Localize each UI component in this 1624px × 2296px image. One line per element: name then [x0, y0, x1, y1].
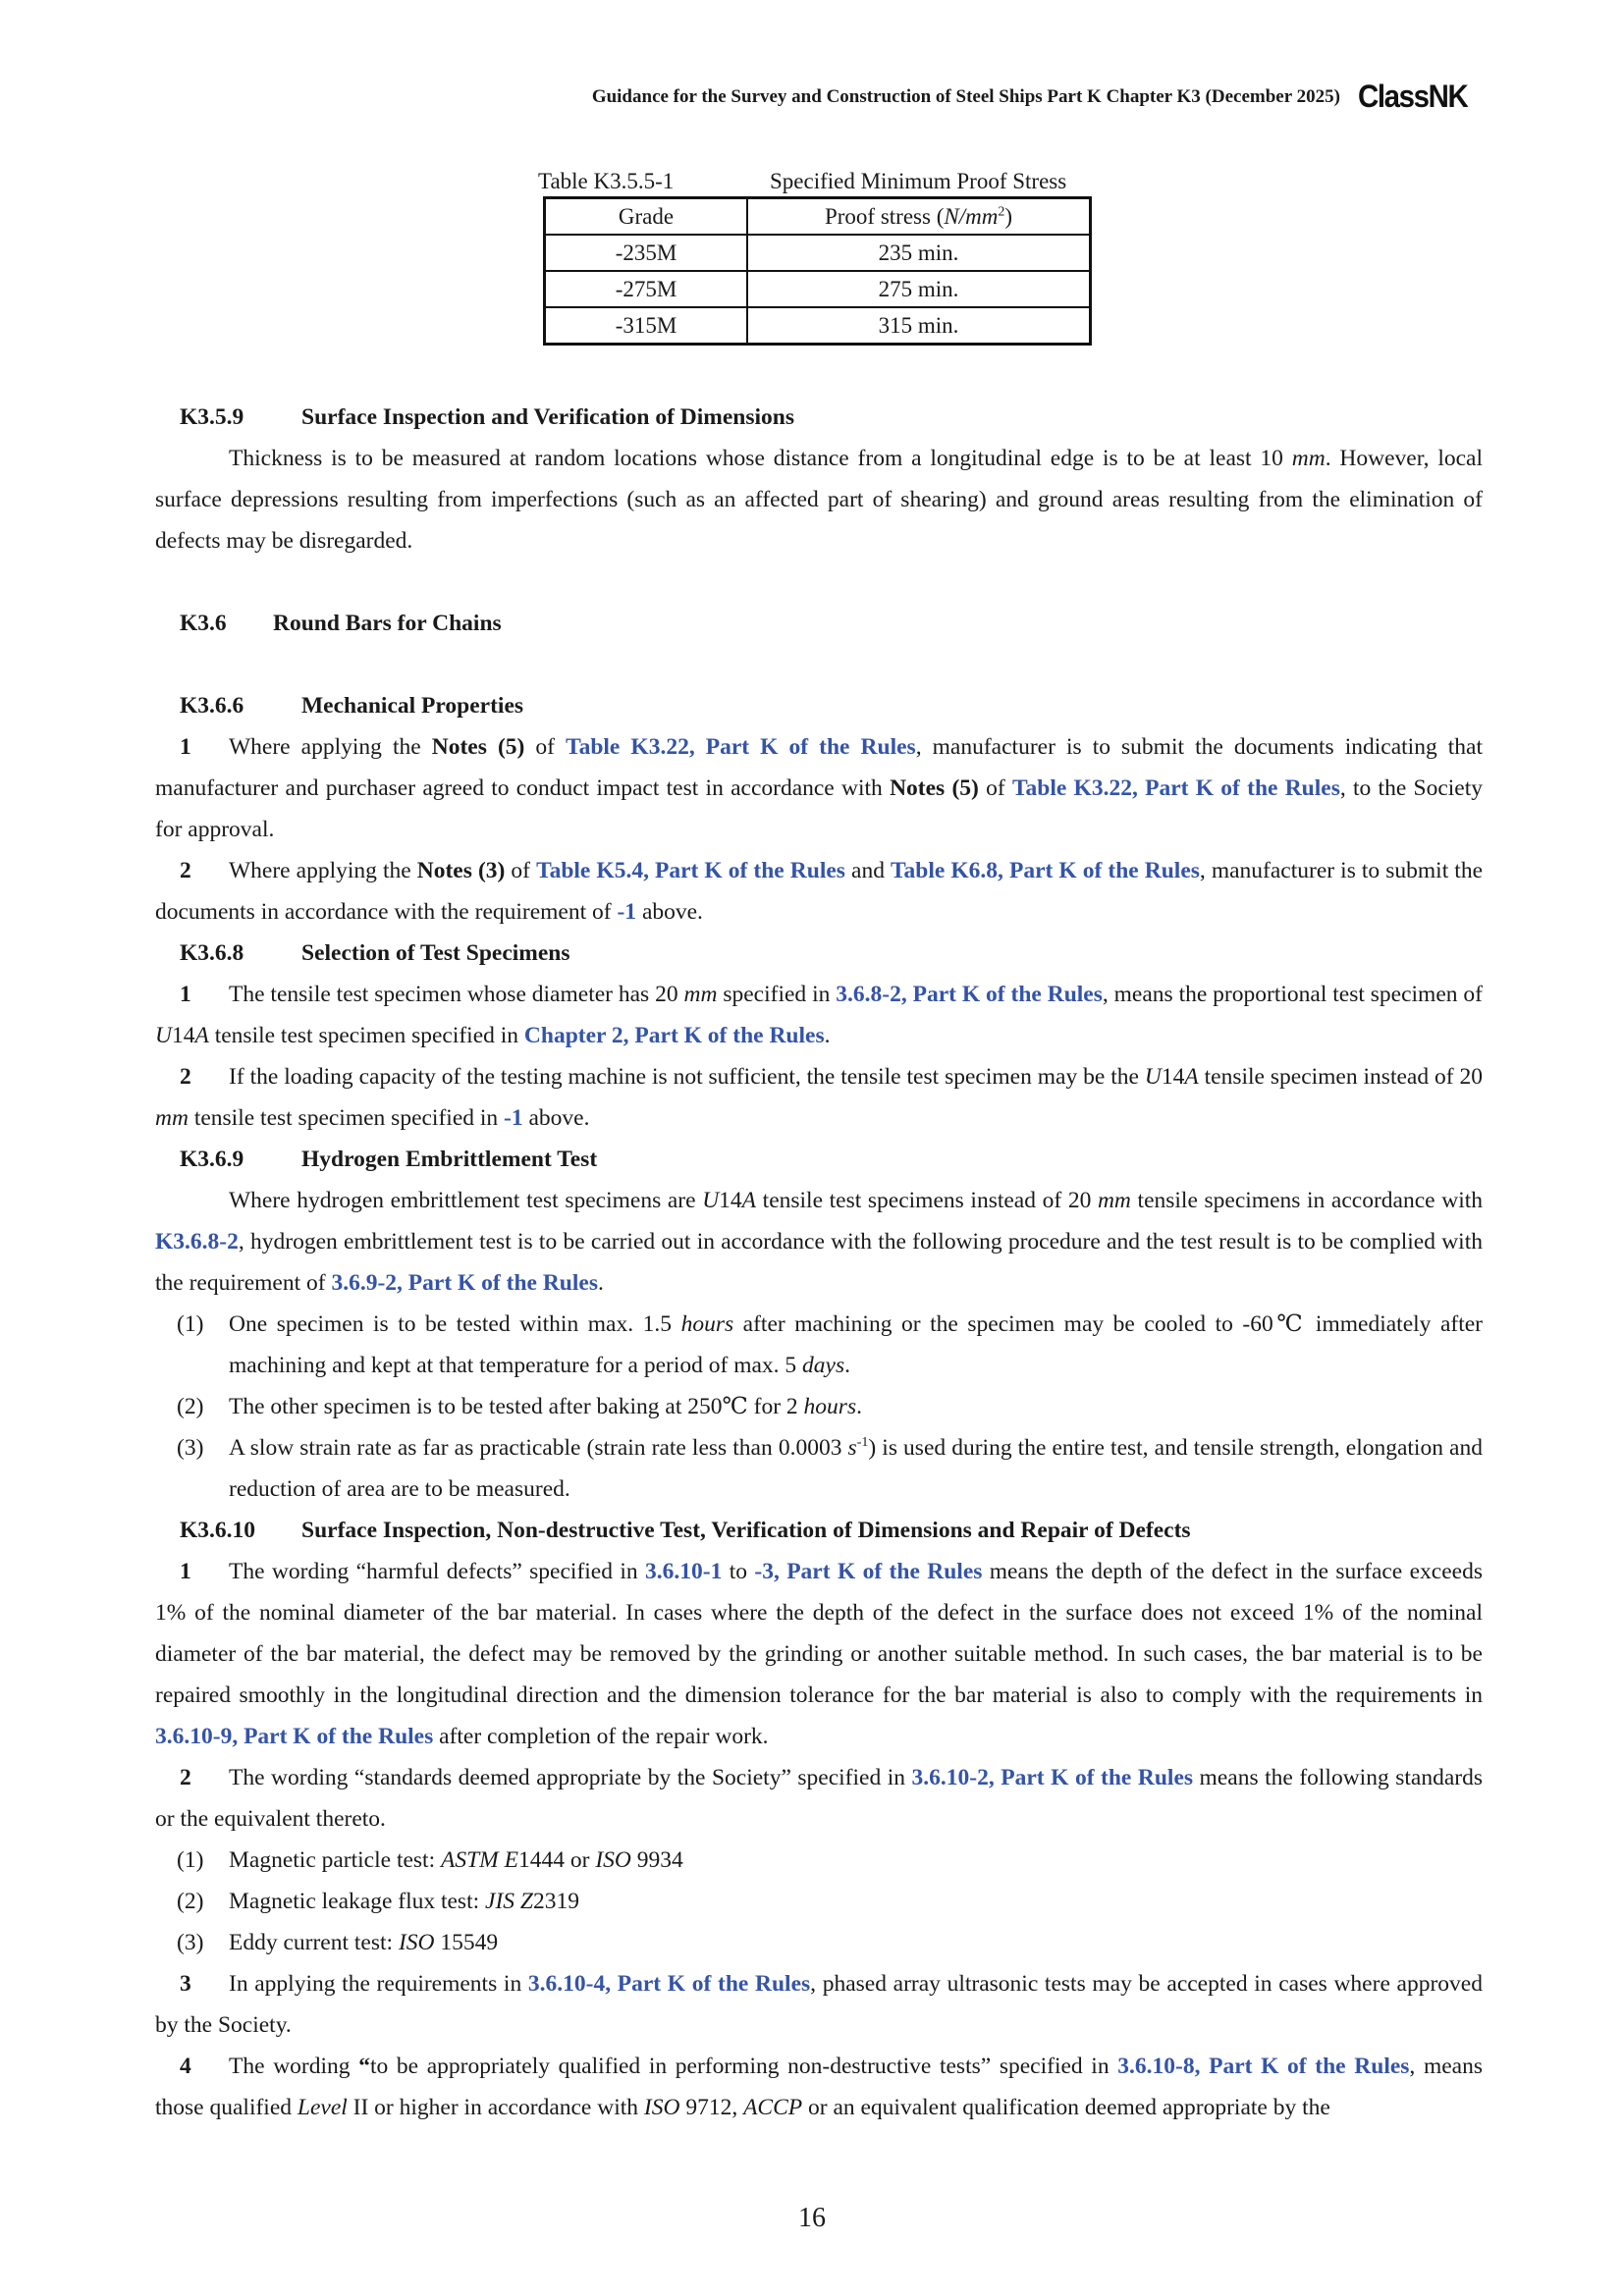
link-3-6-10-1[interactable]: 3.6.10-1	[645, 1559, 723, 1584]
header-proof-stress: Proof stress $(N/mm^2)$	[747, 198, 1091, 236]
link-k3-6-8-2[interactable]: K3.6.8-2	[155, 1229, 239, 1255]
heading-k359: K3.5.9 Surface Inspection and Verification of Dimensions	[180, 404, 795, 430]
list-item: (3) A slow strain rate as far as practicable (strain rate less than 0.0003 $s^{-1}$) is used during the entire test, and tensile strength, elongation and reduction of area are to be measured.	[177, 1435, 1483, 1502]
paragraph-k359: Thickness is to be measured at random locations whose distance from a longitudinal edge is to be at least 10 mm. However, local surface depressions resulting from imperfections (such as an affected part of shearing) and ground areas resulting from the elimination of defects may be disregarded.	[155, 446, 1484, 554]
link-3-6-10-8[interactable]: 3.6.10-8, Part K of the Rules	[1117, 2054, 1410, 2079]
link-minus-3[interactable]: -3, Part K of the Rules	[754, 1559, 983, 1584]
paragraph-k369: Where hydrogen embrittlement test specimens are U14A tensile test specimens instead of 20 mm tensile specimens in accordance with K3.6.8-2, hydrogen embrittlement test is to be carried out in accordance with the following procedure and the test result is to be complied with the requirement of 3.6.9-2, Part K of the Rules.	[155, 1188, 1484, 1296]
list-item: (3) Eddy current test: ISO 15549	[177, 1930, 499, 1955]
link-table-k322[interactable]: Table K3.22, Part K of the Rules	[566, 734, 916, 760]
page-header	[592, 79, 1477, 115]
link-3-6-10-9[interactable]: 3.6.10-9, Part K of the Rules	[155, 1724, 434, 1749]
link-3-6-10-4[interactable]: 3.6.10-4, Part K of the Rules	[527, 1971, 811, 1997]
link-3-6-10-2[interactable]: 3.6.10-2, Part K of the Rules	[911, 1765, 1194, 1790]
value-cell: 235 min.	[747, 235, 1091, 271]
header-title: Guidance for the Survey and Construction of Steel Ships Part K Chapter K3 (December 2025)	[591, 85, 1340, 107]
list-item: (2) Magnetic leakage flux test: JIS Z2319	[177, 1889, 579, 1914]
link-table-k54[interactable]: Table K5.4, Part K of the Rules	[536, 858, 845, 883]
grade-cell: -235M	[545, 235, 748, 271]
link-3-6-9-2[interactable]: 3.6.9-2, Part K of the Rules	[331, 1270, 598, 1296]
grade-cell: -315M	[545, 307, 748, 345]
heading-k36: K3.6 Round Bars for Chains	[180, 611, 502, 636]
heading-k3610: K3.6.10 Surface Inspection, Non-destructive Test, Verification of Dimensions and Repair of Defects	[180, 1518, 1191, 1543]
header-grade: Grade	[545, 198, 748, 236]
value-cell: 315 min.	[747, 307, 1091, 345]
table-row	[545, 271, 1091, 307]
link-table-k68[interactable]: Table K6.8, Part K of the Rules	[891, 858, 1200, 883]
link-table-k322[interactable]: Table K3.22, Part K of the Rules	[1011, 775, 1340, 801]
paragraph-k3610-2: 2 The wording “standards deemed appropriate by the Society” specified in 3.6.10-2, Part K of the Rules means the following standards or the equivalent thereto.	[155, 1765, 1483, 1832]
paragraph-k366-1: 1 Where applying the Notes (5) of Table K3.22, Part K of the Rules, manufacturer is to submit the documents indicating that manufacturer and purchaser agreed to conduct impact test in accordance with Notes (5) of Table K3.22, Part K of the Rules, to the Society for approval.	[155, 734, 1484, 842]
table-number: Table K3.5.5-1	[538, 169, 675, 193]
grade-cell: -275M	[545, 271, 748, 307]
table-caption	[538, 169, 1098, 194]
paragraph-k368-1: 1 The tensile test specimen whose diameter has 20 mm specified in 3.6.8-2, Part K of the Rules, means the proportional test specimen of U14A tensile test specimen specified in Chapter 2, Part K of the Rules.	[155, 982, 1483, 1048]
list-item: (1) One specimen is to be tested within max. 1.5 hours after machining or the specimen may be cooled to -60℃ immediately after machining and kept at that temperature for a period of max. 5 days.	[177, 1311, 1483, 1378]
list-item: (2) The other specimen is to be tested after baking at 250℃ for 2 hours.	[177, 1394, 862, 1419]
link-3-6-8-2[interactable]: 3.6.8-2, Part K of the Rules	[836, 982, 1103, 1007]
heading-k368: K3.6.8 Selection of Test Specimens	[180, 940, 570, 966]
paragraph-k366-2: 2 Where applying the Notes (3) of Table K5.4, Part K of the Rules and Table K6.8, Part K of the Rules, manufacturer is to submit the documents in accordance with the requirement of -1 above.	[155, 858, 1483, 925]
paragraph-k368-2: 2 If the loading capacity of the testing machine is not sufficient, the tensile test specimen may be the U14A tensile specimen instead of 20 mm tensile test specimen specified in -1 above.	[155, 1064, 1483, 1131]
page-number: 16	[798, 2203, 826, 2233]
link-minus-1[interactable]: -1	[617, 899, 637, 925]
link-chapter-2[interactable]: Chapter 2, Part K of the Rules	[523, 1023, 825, 1048]
heading-k369: K3.6.9 Hydrogen Embrittlement Test	[180, 1147, 598, 1172]
classnk-logo: ClassNK	[1357, 79, 1468, 114]
link-minus-1[interactable]: -1	[504, 1105, 523, 1131]
proof-stress-table	[543, 196, 1092, 346]
table-title: Specified Minimum Proof Stress	[770, 169, 1067, 193]
paragraph-k3610-4: 4 The wording “to be appropriately qualified in performing non-destructive tests” specified in 3.6.10-8, Part K of the Rules, means those qualified Level II or higher in accordance with ISO 9712, ACCP or an equivalent qualification deemed appropriate by the	[155, 2054, 1483, 2120]
document-body	[155, 397, 1483, 2128]
table-row	[545, 235, 1091, 271]
table-header-row	[545, 198, 1091, 236]
heading-k366: K3.6.6 Mechanical Properties	[180, 693, 524, 719]
paragraph-k3610-1: 1 The wording “harmful defects” specified in 3.6.10-1 to -3, Part K of the Rules means the depth of the defect in the surface exceeds 1% of the nominal diameter of the bar material. In cases where the depth of the defect in the surface does not exceed 1% of the nominal diameter of the bar material, the defect may be removed by the grinding or another suitable method. In such cases, the bar material is to be repaired smoothly in the longitudinal direction and the dimension tolerance for the bar material is also to comply with the requirements in 3.6.10-9, Part K of the Rules after completion of the repair work.	[155, 1559, 1483, 1749]
paragraph-k3610-3: 3 In applying the requirements in 3.6.10-4, Part K of the Rules, phased array ultrasonic tests may be accepted in cases where approved by the Society.	[155, 1971, 1483, 2038]
table-row	[545, 307, 1091, 345]
value-cell: 275 min.	[747, 271, 1091, 307]
list-item: (1) Magnetic particle test: ASTM E1444 or ISO 9934	[177, 1847, 683, 1873]
